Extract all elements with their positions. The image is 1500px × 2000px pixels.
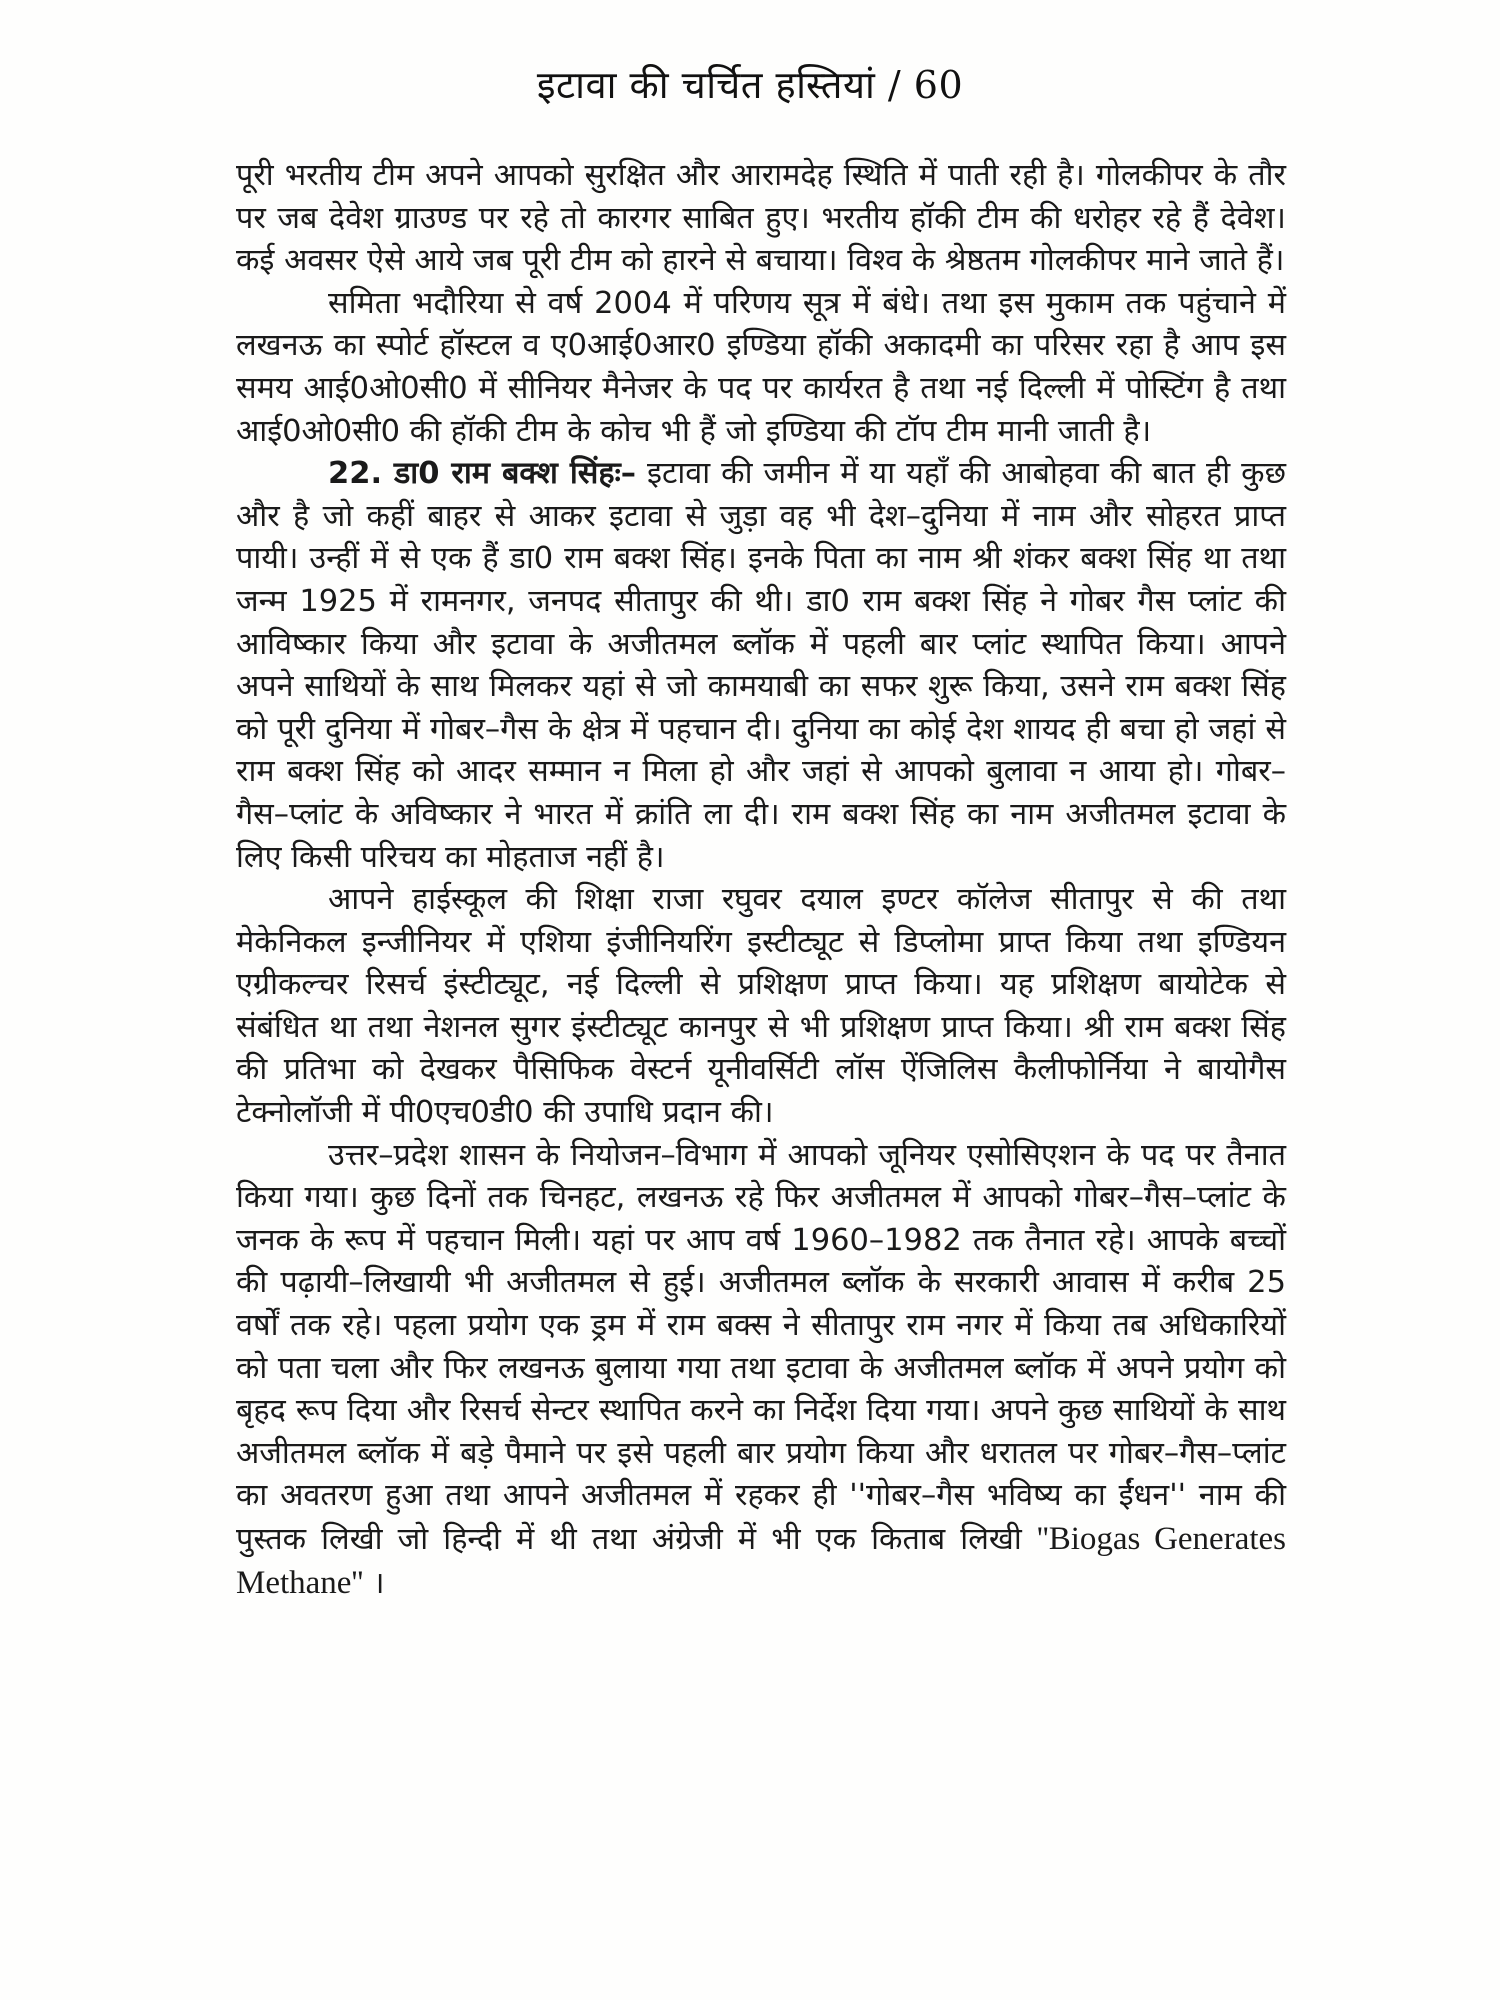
page-header: इटावा की चर्चित हस्तियां / 60 [536,63,964,107]
paragraph-1: पूरी भरतीय टीम अपने आपको सुरक्षित और आरामदेह स्थिति में पाती रही है। गोलकीपर के तौर पर जब देवेश ग्राउण्ड पर रहे तो कारगर साबित हुए। भरतीय हॉकी टीम की धरोहर रहे हैं देवेश। कई अवसर ऐसे आये जब पूरी टीम को हारने से बचाया। विश्व के श्रेष्ठतम गोलकीपर माने जाते हैं। [236,158,1286,279]
section-heading: 22. डा0 राम बक्श सिंहः– [328,456,636,492]
paragraph-3-text: इटावा की जमीन में या यहाँ की आबोहवा की बात ही कुछ और है जो कहीं बाहर से आकर इटावा से जुड़ा वह भी देश–दुनिया में नाम और सोहरत प्राप्त पायी। उन्हीं में से एक हैं डा0 राम बक्श सिंह। इनके पिता का नाम श्री शंकर बक्श सिंह था तथा जन्म 1925 में रामनगर, जनपद सीतापुर की थी। डा0 राम बक्श सिंह ने गोबर गैस प्लांट की आविष्कार किया और इटावा के अजीतमल ब्लॉक में पहली बार प्लांट स्थापित किया। आपने अपने साथियों के साथ मिलकर यहां से जो कामयाबी का सफर शुरू किया, उसने राम बक्श सिंह को पूरी दुनिया में गोबर–गैस के क्षेत्र में पहचान दी। दुनिया का कोई देश शायद ही बचा हो जहां से राम बक्श सिंह को आदर सम्मान न मिला हो और जहां से आपको बुलावा न आया हो। गोबर–गैस–प्लांट के अविष्कार ने भारत में क्रांति ला दी। राम बक्श सिंह का नाम अजीतमल इटावा के लिए किसी परिचय का मोहताज नहीं है। [236,456,1286,875]
paragraph-2: समिता भदौरिया से वर्ष 2004 में परिणय सूत्र में बंधे। तथा इस मुकाम तक पहुंचाने में लखनऊ का स्पोर्ट हॉस्टल व ए0आई0आर0 इण्डिया हॉकी अकादमी का परिसर रहा है आप इस समय आई0ओ0सी0 में सीनियर मैनेजर के पद पर कार्यरत है तथा नई दिल्ली में पोस्टिंग है तथा आई0ओ0सी0 की हॉकी टीम के कोच भी हैं जो इण्डिया की टॉप टीम मानी जाती है। [236,285,1286,449]
book-title: ''Biogas Generates Methane'' [236,1521,1286,1601]
paragraph-5-end: । [363,1565,385,1601]
paragraph-3 [236,453,1286,879]
paragraph-5 [236,1135,1286,1606]
body-text [236,155,1286,1605]
paragraph-4: आपने हाईस्कूल की शिक्षा राजा रघुवर दयाल इण्टर कॉलेज सीतापुर से की तथा मेकेनिकल इन्जीनियर में एशिया इंजीनियरिंग इस्टीट्यूट से डिप्लोमा प्राप्त किया तथा इण्डियन एग्रीकल्चर रिसर्च इंस्टीट्यूट, नई दिल्ली से प्रशिक्षण प्राप्त किया। यह प्रशिक्षण बायोटेक से संबंधित था तथा नेशनल सुगर इंस्टीट्यूट कानपुर से भी प्रशिक्षण प्राप्त किया। श्री राम बक्श सिंह की प्रतिभा को देखकर पैसिफिक वेस्टर्न यूनीवर्सिटी लॉस ऐंजिलिस कैलीफोर्निया ने बायोगैस टेक्नोलॉजी में पी0एच0डी0 की उपाधि प्रदान की। [236,882,1286,1131]
paragraph-5-text: उत्तर–प्रदेश शासन के नियोजन–विभाग में आपको जूनियर एसोसिएशन के पद पर तैनात किया गया। कुछ दिनों तक चिनहट, लखनऊ रहे फिर अजीतमल में आपको गोबर–गैस–प्लांट के जनक के रूप में पहचान मिली। यहां पर आप वर्ष 1960–1982 तक तैनात रहे। आपके बच्चों की पढ़ायी–लिखायी भी अजीतमल से हुई। अजीतमल ब्लॉक के सरकारी आवास में करीब 25 वर्षों तक रहे। पहला प्रयोग एक ड्रम में राम बक्स ने सीतापुर राम नगर में किया तब अधिकारियों को पता चला और फिर लखनऊ बुलाया गया तथा इटावा के अजीतमल ब्लॉक में अपने प्रयोग को बृहद रूप दिया और रिसर्च सेन्टर स्थापित करने का निर्देश दिया गया। अपने कुछ साथियों के साथ अजीतमल ब्लॉक में बड़े पैमाने पर इसे पहली बार प्रयोग किया और धरातल पर गोबर–गैस–प्लांट का अवतरण हुआ तथा आपने अजीतमल में रहकर ही ''गोबर–गैस भविष्य का ईंधन'' नाम की पुस्तक लिखी जो हिन्दी में थी तथा अंग्रेजी में भी एक किताब लिखी [236,1137,1286,1557]
